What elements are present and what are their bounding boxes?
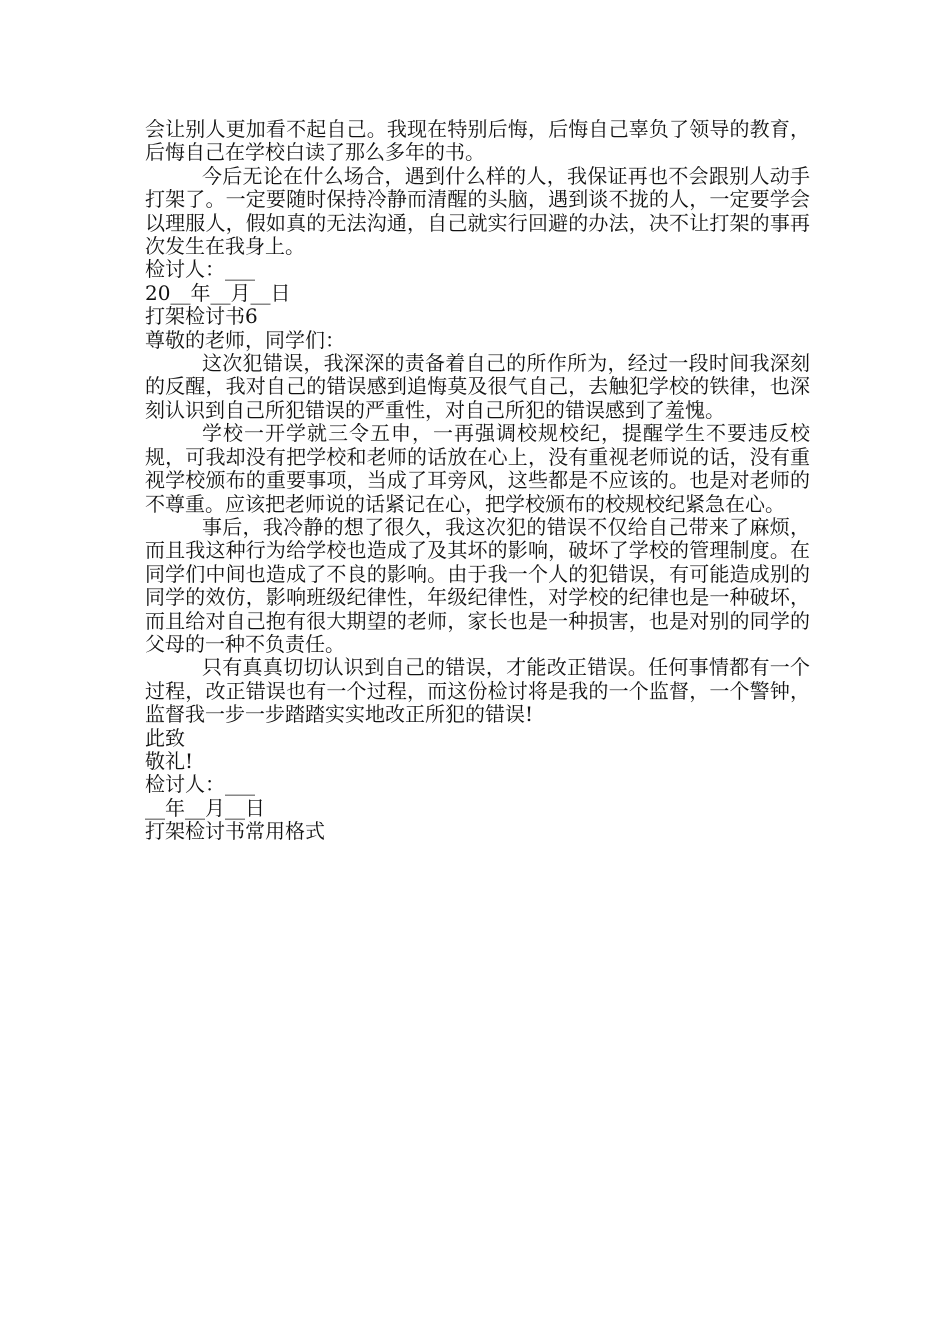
closing-phrase: 此致: [145, 725, 185, 750]
date-line: __年__月__日: [145, 795, 265, 820]
closing-salute: 敬礼!: [145, 748, 194, 773]
document-body: [145, 118, 810, 844]
date-line: 20__年__月__日: [145, 280, 291, 305]
signature-line: 检讨人：___: [145, 257, 255, 282]
paragraph-reflection: 这次犯错误，我深深的责备着自己的所作所为，经过一段时间我深刻的反醒，我对自己的错误感到追悔莫及很气自己，去触犯学校的铁律，也深刻认识到自己所犯错误的严重性，对自己所犯的错误感到了羞愧。: [145, 351, 810, 422]
paragraph-correction: 只有真真切切认识到自己的错误，才能改正错误。任何事情都有一个过程，改正错误也有一个过程，而这份检讨将是我的一个监督，一个警钟，监督我一步一步踏踏实实地改正所犯的错误!: [145, 655, 810, 727]
salutation: 尊敬的老师，同学们：: [145, 327, 345, 352]
section-title: 打架检讨书常用格式: [145, 819, 325, 844]
section-title: 打架检讨书6: [145, 304, 258, 329]
signature-line: 检讨人：___: [145, 772, 255, 797]
paragraph-continued: 会让别人更加看不起自己。我现在特别后悔，后悔自己辜负了领导的教育，后悔自己在学校白读了那么多年的书。: [145, 117, 810, 165]
paragraph-consequences: 事后，我冷静的想了很久，我这次犯的错误不仅给自己带来了麻烦，而且我这种行为给学校也造成了及其坏的影响，破坏了学校的管理制度。在同学们中间也造成了不良的影响。由于我一个人的犯错误，有可能造成别的同学的效仿，影响班级纪律性，年级纪律性，对学校的纪律也是一种破坏，而且给对自己抱有很大期望的老师，家长也是一种损害，也是对别的同学的父母的一种不负责任。: [145, 514, 810, 656]
paragraph-promise: 今后无论在什么场合，遇到什么样的人，我保证再也不会跟别人动手打架了。一定要随时保持冷静而清醒的头脑，遇到谈不拢的人，一定要学会以理服人，假如真的无法沟通，自己就实行回避的办法，决不让打架的事再次发生在我身上。: [145, 163, 810, 259]
paragraph-school-rules: 学校一开学就三令五申，一再强调校规校纪，提醒学生不要违反校规，可我却没有把学校和老师的话放在心上，没有重视老师说的话，没有重视学校颁布的重要事项，当成了耳旁风，这些都是不应该的。也是对老师的不尊重。应该把老师说的话紧记在心，把学校颁布的校规校纪紧急在心。: [145, 421, 810, 516]
